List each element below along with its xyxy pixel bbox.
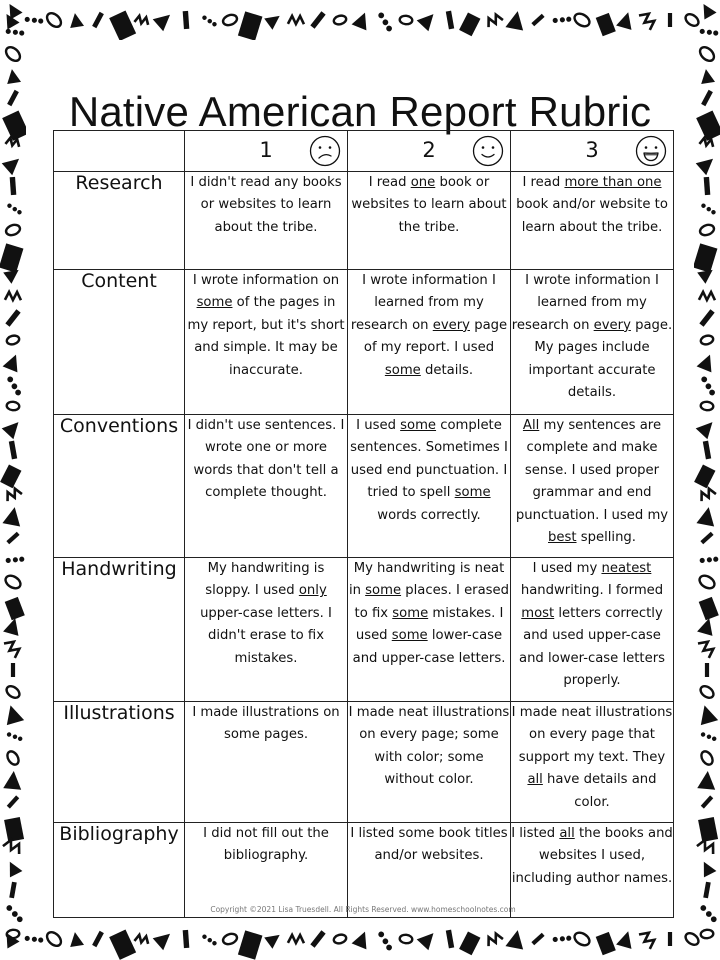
descriptor-score-1 <box>185 558 348 702</box>
emphasized-word: some <box>392 605 429 621</box>
score-header-2 <box>348 131 511 172</box>
descriptor-score-2 <box>348 558 511 702</box>
descriptor-score-2 <box>348 415 511 558</box>
emphasized-word: every <box>432 317 470 333</box>
descriptor-text: I used my <box>532 561 602 576</box>
page-title: Native American Report Rubric <box>68 88 652 136</box>
descriptor-score-1 <box>185 270 348 415</box>
descriptor-text: I did not fill out the bibliography. <box>203 826 329 864</box>
descriptor-text: spelling. <box>576 530 636 546</box>
descriptor-text: My handwriting is neat in <box>348 561 505 599</box>
score-label: 1 <box>259 138 273 162</box>
criterion-label: Conventions <box>54 415 185 558</box>
emphasized-word: more than one <box>564 175 662 190</box>
emphasized-word: some <box>384 362 421 378</box>
copyright-footer: Copyright ©2021 Lisa Truesdell. All Rights Reserved. www.homeschoolnotes.com <box>210 905 516 914</box>
decorative-border-top <box>0 0 720 40</box>
descriptor-text: I didn't read any books or websites to learn about the tribe. <box>190 175 342 235</box>
rubric-row-bibliography <box>54 823 674 918</box>
decorative-border-left <box>0 0 26 960</box>
rubric-row-research <box>54 172 674 270</box>
rubric-table <box>53 130 674 918</box>
descriptor-score-2 <box>348 270 511 415</box>
emphasized-word: neatest <box>601 561 652 576</box>
descriptor-text: page of my report. I used <box>363 317 508 356</box>
emphasized-word: only <box>298 583 327 599</box>
emphasized-word: some <box>196 295 233 311</box>
descriptor-text: I made illustrations on some pages. <box>192 705 340 743</box>
emphasized-word: best <box>548 530 577 546</box>
emphasized-word: some <box>400 418 437 433</box>
emphasized-word: one <box>410 175 436 190</box>
descriptor-text: I made neat illustrations on every page; some with color; some without color. <box>348 705 510 788</box>
descriptor-text: places. I erased to fix <box>354 583 510 621</box>
emphasized-word: every <box>593 317 631 333</box>
rubric-row-conventions <box>54 415 674 558</box>
descriptor-score-2 <box>348 172 511 270</box>
score-header-3 <box>511 131 674 172</box>
descriptor-text: I wrote information I learned from my research on <box>511 273 659 333</box>
emphasized-word: All <box>522 418 540 433</box>
descriptor-text: details. <box>420 362 474 378</box>
criterion-label: Illustrations <box>54 702 185 823</box>
descriptor-text: I used <box>356 418 401 433</box>
emphasized-word: some <box>365 583 402 599</box>
descriptor-text: words correctly. <box>377 507 481 523</box>
descriptor-text: My handwriting is sloppy. I used <box>205 561 325 599</box>
grinning-face-icon <box>635 135 667 167</box>
descriptor-text: book and/or website to learn about the tribe. <box>516 197 668 235</box>
descriptor-score-2 <box>348 823 511 918</box>
descriptor-text: I wrote information on <box>192 273 340 288</box>
emphasized-word: all <box>527 772 543 788</box>
descriptor-score-1 <box>185 823 348 918</box>
rubric-row-illustrations <box>54 702 674 823</box>
descriptor-text: handwriting. I formed <box>520 583 664 599</box>
descriptor-text: page. My pages include important accurate details. <box>528 317 673 401</box>
criterion-label: Bibliography <box>54 823 185 918</box>
emphasized-word: some <box>454 485 491 501</box>
descriptor-text: of the pages in my report, but it's short and simple. It may be inaccurate. <box>187 295 345 378</box>
descriptor-text: book or websites to learn about the tribe. <box>351 175 507 235</box>
score-header-row <box>54 131 674 172</box>
descriptor-text: I listed <box>511 826 560 841</box>
descriptor-text: I read <box>368 175 411 190</box>
descriptor-score-1 <box>185 702 348 823</box>
frowning-face-icon <box>309 135 341 167</box>
descriptor-text: my sentences are complete and make sense. I used proper grammar and end punctuation. I used my <box>515 418 669 523</box>
descriptor-text: letters correctly and used upper-case and lower-case letters properly. <box>518 605 665 689</box>
descriptor-text: complete sentences. Sometimes I used end punctuation. I tried to spell <box>350 418 508 501</box>
descriptor-text: mistakes. I used <box>355 605 504 644</box>
score-label: 3 <box>585 138 599 162</box>
emphasized-word: all <box>559 826 575 841</box>
descriptor-text: I made neat illustrations on every page that support my text. They <box>511 705 673 765</box>
descriptor-score-2 <box>348 702 511 823</box>
score-label: 2 <box>422 138 436 162</box>
descriptor-score-3 <box>511 270 674 415</box>
descriptor-score-3 <box>511 702 674 823</box>
descriptor-text: the books and websites I used, including author names. <box>511 826 673 886</box>
decorative-border-bottom <box>0 918 720 960</box>
descriptor-score-3 <box>511 172 674 270</box>
descriptor-text: I wrote information I learned from my research on <box>350 273 496 333</box>
criterion-label: Research <box>54 172 185 270</box>
score-header-1 <box>185 131 348 172</box>
descriptor-score-3 <box>511 558 674 702</box>
descriptor-text: have details and color. <box>542 772 657 810</box>
criterion-label: Handwriting <box>54 558 185 702</box>
descriptor-text: I read <box>522 175 565 190</box>
descriptor-text: I listed some book titles and/or websites. <box>350 826 508 864</box>
descriptor-text: lower-case and upper-case letters. <box>352 628 506 666</box>
corner-cell <box>54 131 185 172</box>
emphasized-word: some <box>391 628 428 644</box>
descriptor-score-3 <box>511 823 674 918</box>
decorative-border-right <box>694 0 720 960</box>
emphasized-word: most <box>521 605 555 621</box>
descriptor-text: I didn't use sentences. I wrote one or more words that don't tell a complete thought. <box>187 418 345 501</box>
descriptor-score-1 <box>185 415 348 558</box>
rubric-row-handwriting <box>54 558 674 702</box>
descriptor-text: upper-case letters. I didn't erase to fix mistakes. <box>200 605 332 666</box>
criterion-label: Content <box>54 270 185 415</box>
descriptor-score-3 <box>511 415 674 558</box>
rubric-row-content <box>54 270 674 415</box>
smiling-face-icon <box>472 135 504 167</box>
descriptor-score-1 <box>185 172 348 270</box>
